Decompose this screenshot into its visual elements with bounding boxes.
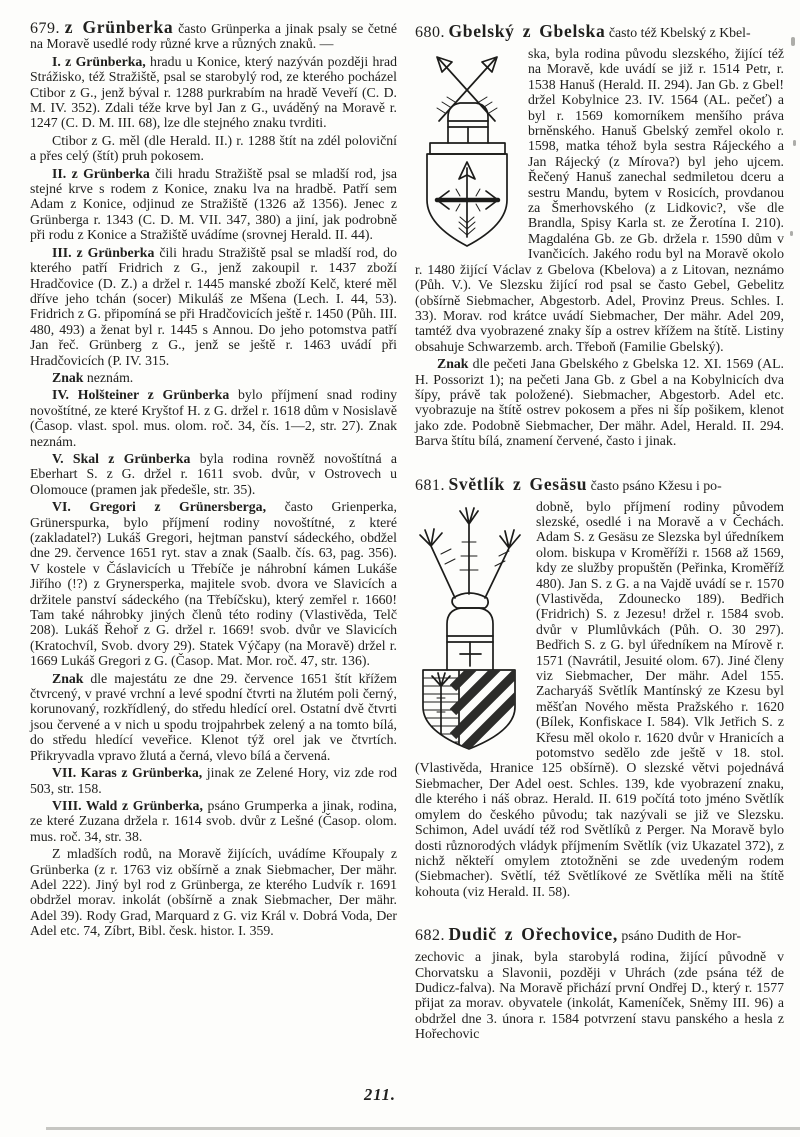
svetlik-coat-of-arms-illustration — [415, 502, 527, 752]
page-number: 211. — [364, 1085, 396, 1104]
paragraph-text: často Grienperka, Grünerspurka, bylo příjmení rodiny novoštítné, z které (zakladatel?) Lukáš Gregori, hejtman panství sádeckého, obdžel dne 29. července 1651 ryt. stav a znak (Saalb. čís. 63, pag. 356). V kostele v Čáslavicích u Třebíče je náhrobní kámen Lukáše Jiřího (!?) z Grynersperka, majitele svob. dvora ve Slavicích a držitele panství sádeckého (na Třebíčsku), který zemřel r. 1660! Tam také náhrobky jiných členů této rodiny (Vlastivěda, Telč 208). Lukáš Řehoř z G. držel r. 1669! svob. dvůr ve Slavicích (Kratochvíl, Svob. dvory 29). Statek Výčapy (na Moravě) držel r. 1669 Lukáš Gregori z G. (Časop. Mat. Mor. roč. 47, str. 136). — [30, 499, 398, 669]
paragraph-lead: Znak — [52, 369, 84, 385]
entry-681-title: Světlík z Gesäsu — [448, 473, 588, 494]
entry-682-heading — [415, 923, 784, 947]
paragraph-text: jinak ze Zelené Hory, viz zde rod 503, str. 158. — [30, 765, 398, 796]
entry-681 — [415, 473, 784, 900]
entry-680 — [415, 20, 784, 449]
paragraph-lead: VIII. Wald z Grünberka, — [52, 797, 203, 813]
paragraph-znak-majestat — [30, 671, 397, 763]
entry-679-heading-paragraph — [30, 17, 398, 52]
coat-of-arms-icon — [415, 49, 519, 251]
great-helm-icon — [447, 608, 493, 670]
entry-680-heading-rest: často též Kbelský z Kbel- — [608, 25, 751, 40]
gbelsky-coat-of-arms-illustration — [415, 49, 519, 251]
left-column — [30, 17, 398, 1044]
shield-icon — [423, 610, 527, 752]
entry-680-heading — [415, 20, 784, 44]
paragraph-text: Ctibor z G. měl (dle Herald. II.) r. 1288 štít na zdél poloviční a přes celý (štít) pruh pokosem. — [30, 132, 397, 164]
paragraph-text: čili hradu Stražiště psal se mladší rod, jsa stejné krve s rodem z Konice, znaku lva na hradbě. Patří sem Adam z Konice, odjinud ze Stražiště (1326 až 1356). Jenec z Grünberga r. 1343 (C. D. M. VII. 347, 380) a jiní, jak podrobně při rodu z Konice a Stražiště uvádíme (srovnej Herald. II. 44). — [30, 165, 398, 243]
paragraph-lead: I. z Grünberka, — [52, 53, 146, 69]
paragraph-text: Z mladších rodů, na Moravě žijících, uvádíme Křoupaly z Grünberka (z r. 1763 viz obšírně a znak Siebmacher, Der mähr. Adel 222). Jiný byl rod z Grünberga, ze kterého Ludvík r. 1691 obdržel morav. inkolát (obšírně a znak Siebmacher, Der mähr. Adel 39). Rody Grad, Marquard z G. viz Král v. Dobrá Voda, Der Adel etc. 74, Zíbrt, Bibl. česk. histor. I. 359. — [30, 846, 397, 939]
entry-681-body — [415, 499, 784, 900]
paragraph-lead: V. Skal z Grünberka — [52, 450, 191, 466]
entry-680-text: ska, byla rodina původu slezského, žijící též na Moravě, kde uvádí se již r. 1514 Petr, r. 1538 Hanuš (Herald. II. 294). Jan Gb. z Gbel! držel Kobylnice 23. IV. 1564 (AL. pečeť) a byl r. 1569 komorníkem menšího práva brněnského. Hanuš Gbelský zemřel okolo r. 1598, matka téhož byla sestra Rájeckého a Jan Rájecký (z Mírova?) byl jeho ujcem. Řečený Hanuš zanechal sedmiletou dceru a sestru Mandu, bytem v Rosicích, provdanou za Šmerhovského (z Lidkovic?, vše dle Brandla, Spisy Karla st. ze Žerotína I. 210). Magdaléna Gb. ze Gb. držela r. 1590 dům v Ivančicích. Jakého rodu byl na Moravě okolo r. 1480 žijící Václav z Gbelova (Kbelova) a z Litovan, neznámo (Půh. V.). Ve Slezsku žijící rod psal se často Gebel, Gebelitz (obšírně Siebmacher, Abgestorb. Adel, Provinz Preus. Schles. I. 33). Morav. rod krátce uvádí Siebmacher, Der mähr. Adel 209, tamtéž dva vyobrazené znaky šíp a ostrev křížem na štítě. Listiny obsahuje Schwarzemb. arch. Třeboň (Familie Gbelský). — [415, 46, 784, 354]
entry-682-heading-rest: psáno Dudith de Hor- — [621, 928, 742, 944]
paragraph-iv — [30, 387, 397, 449]
entry-682-number: 682. — [415, 927, 445, 945]
paragraph-lead: IV. Holšteiner z Grünberka — [52, 387, 230, 403]
entry-680-body — [415, 46, 784, 449]
paragraph-text: neznám. — [83, 369, 134, 385]
diagonal-bends — [453, 610, 527, 752]
entry-680-number: 680. — [415, 24, 445, 41]
paragraph-znak-neznam — [30, 370, 397, 385]
paragraph-text: hradu u Konice, který nazýván později hrad Strážisko, též Stražiště, psal se starobylý rod, ze kterého pocházel Ctibor z G., jenž býval r. 1288 purkrabím na hradě Veveří (C. D. M. IV. 352). Zdali téže krve byl Jan z G., uváděný na Moravě r. 1247 (C. D. M. III. 68), lze dle stejného znaku tvrditi. — [30, 53, 398, 131]
paragraph-mladsi-rody — [30, 846, 397, 938]
paragraph-lead: II. z Grünberka — [52, 165, 150, 181]
shield-icon — [427, 154, 507, 246]
entry-682-title: Dudič z Ořechovice, — [448, 924, 618, 945]
right-column — [415, 20, 784, 1044]
entry-679-intro: často Grünperka a jinak psaly se četné na Moravě usedlé rody různé krve a různých znaků. — — [30, 21, 398, 52]
scan-speck — [790, 231, 793, 236]
paragraph-i — [30, 54, 397, 131]
two-column-text — [30, 17, 784, 1044]
paragraph-lead: Znak — [437, 356, 469, 372]
paragraph-ii — [30, 166, 397, 243]
entry-679-title: z Grünberka — [64, 17, 174, 37]
paragraph-ctibor — [30, 133, 397, 164]
entry-680-znak-paragraph — [415, 356, 784, 448]
coat-of-arms-icon — [415, 502, 527, 752]
entry-681-heading-rest: často psáno Kžesu i po- — [590, 477, 722, 493]
paragraph-lead: Znak — [52, 670, 84, 686]
entry-682-text: zechovic a jinak, byla starobylá rodina, žijící původně v Chorvatsku a Slavonii, později v Uhrách (zde psána též de Dudicz-falva). Na Moravě přichází první Ondřej D., který r. 1577 přijat za morav. obyvatele (inkolát, Kameníček, Sněmy III. 96) a obdržel dne 3. února r. 1584 potvrzení stavu panského a hesla z Hořechovic — [415, 949, 784, 1042]
entry-680-title: Gbelský z Gbelska — [448, 21, 606, 41]
paragraph-text: dle majestátu ze dne 29. července 1651 štít křížem čtvrcený, v pravé vrchní a levé spodní čtvrti na žlutém poli černý, korunovaný, rozkřídlený, do středu hledící orel. Ostatní dvě čtvrti jsou červené a v nich u spodu trojpahrbek zelený a na tomto bílá, do středu hledící veveřice. Klenot týž orel jak ve čtvrtích. Přikryvadla vpravo žlutá a černá, vlevo bílá a červená. — [30, 670, 397, 763]
paragraph-text: byla rodina rovněž novoštítná a Eberhart S. z G. držel r. 1611 svob. dvůr, v Ostrovech u Olomouce (pramen jak předešle, str. 35). — [30, 450, 397, 497]
paragraph-text: dle pečeti Jana Gbelského z Gbelska 12. XI. 1569 (AL. H. Possorizt 1); na pečeti Jana Gb. z Gbel a na Kobylnicích dva šípy, právě tak položené). Siebmacher, Abgestorb. Adel etc. vyobrazuje na štítě ostrev pokosem a přes ni šíp pošikem, klenot jako zde. Podobně Siebmacher, Der mähr. Adel, Herald. II. 294. Barva štítu bílá, znamení červené, často i jinak. — [415, 356, 784, 449]
paragraph-text: čili hradu Stražiště psal se mladší rod, do kterého patří Fridrich z G., jenž zakoupil r. 1437 zboží Hradčovice (D. Z.) a držel r. 1445 manské zboží Kelč, které měl dříve jeho tchán (socer) Mikuláš ze Mšena (Lech. I. 44, 53). Fridrich z G. připomíná se při Hradčovicích ještě r. 1450 (Půh. III. 480, 493) a ženat byl r. 1445 s Annou. Do jeho potomstva patří Jan řeč. Grünberg z G., jenž se ještě r. 1463 uvádí při Hradčovicích (P. IV. 315. — [30, 244, 397, 368]
paragraph-text: bylo příjmení snad rodiny novoštítné, ze které Kryštof H. z G. držel r. 1618 dům v Nosislavě (Časop. vlast. spol. mus. olom. roč. 34, čís. 1—2, str. 27). Znak neznám. — [30, 387, 397, 449]
scan-edge-line — [46, 1127, 800, 1130]
entry-681-heading — [415, 473, 784, 497]
scan-speck — [791, 37, 795, 46]
paragraph-vi — [30, 499, 397, 668]
paragraph-lead: III. z Grünberka — [52, 244, 155, 260]
paragraph-viii — [30, 798, 397, 844]
plume-stalks-crest-icon — [420, 508, 520, 608]
paragraph-lead: VII. Karas z Grünberka, — [52, 765, 203, 781]
paragraph-vii — [30, 765, 397, 796]
paragraph-iii — [30, 245, 397, 368]
paragraph-v — [30, 451, 397, 497]
entry-679-number: 679. — [30, 20, 60, 37]
entry-681-number: 681. — [415, 476, 445, 494]
paragraph-text: psáno Grumperka a jinak, rodina, ze které Zuzana držela r. 1614 svob. dvůr z Lešné (Časop. olom. mus. roč. 34, str. 38. — [30, 797, 397, 844]
entry-681-text: dobně, bylo příjmení rodiny původem slezské, osedlé i na Moravě a v Čechách. Adam S. z Gesäsu ze Slezska byl úředníkem olom. biskupa v Kroměříži r. 1568 až 1569, kdy ze služby propuštěn (Peřinka, Kroměříž 480). Jan S. z G. a na Vajdě uvádí se r. 1570 (Vlastivěda, Zdounecko 189). Bedřich (Fridrich) S. z Jezesu! držel r. 1584 svob. dvůr v Plumlůvkách (Půh. O. 30 297). Bedřich S. z G. byl úředníkem na Mírově r. 1571 (Navrátil, Jesuité olom. 67). Jiné členy viz Siebmacher, Der mähr. Adel 155. Zacharyáš Světlík Mantínský ze Kzesu byl měšťan Nového města Pražského r. 1620 (Bílek, Konfiskace I. 584). Vlk Jetřich S. z Křesu měl okolo r. 1620 dvůr v Hranicích a potomstvo sedělo zde ještě v 18. stol. (Vlastivěda, Hranice 125 obšírně). O slezské větvi pojednává Siebmacher, Der Adel oest. Schles. 139, kde vyobrazení znaku, dle kterého i náš obraz. Herald. II. 619 počítá toto jméno Světlík omylem do českého původu; tak nazývali se již ve Slezsku. Schimon, Adel uvádí též rod Světlíků z Perger. Na Moravě bylo dosti různorodých vládyk příjmením Světlík (viz Ukazatel 372), z nichž někteří omylem ztotožněni se zde uvedeným rodem (Siebmacher). Světlí, též Světlíkové ze Světlíka měli na štítě kohouta (viz Herald. II. 58). — [415, 498, 784, 899]
scan-speck — [793, 140, 796, 146]
entry-682 — [415, 923, 784, 1041]
paragraph-lead: VI. Gregori z Grünersberga, — [52, 499, 267, 515]
